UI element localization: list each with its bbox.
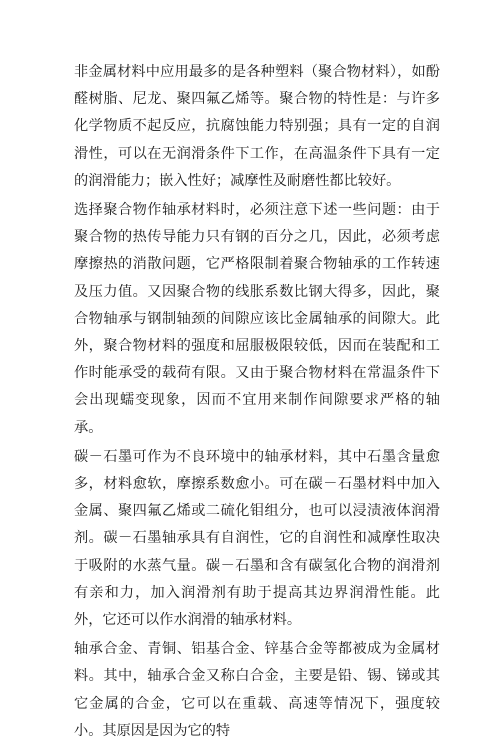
paragraph-metal-alloys: 轴承合金、青铜、铝基合金、锌基合金等都被成为金属材料。其中，轴承合金又称白合金，主要是铅、锡、锑或其它金属的合金，它可以在重载、高速等情况下，强度较小。其原因是因为它的特 bbox=[74, 641, 440, 739]
paragraph-carbon-graphite: 碳－石墨可作为不良环境中的轴承材料，其中石墨含量愈多，材料愈软，摩擦系数愈小。可在碳－石墨材料中加入金属、聚四氟乙烯或二硫化钼组分，也可以浸渍液体润滑剂。碳－石墨轴承具有自润性，它的自润性和减摩性取决于吸附的水蒸气量。碳－石墨和含有碳氢化合物的润滑剂有亲和力，加入润滑剂有助于提高其边界润滑性能。此外，它还可以作水润滑的轴承材料。 bbox=[74, 448, 440, 629]
document-body bbox=[74, 59, 440, 747]
paragraph-nonmetal-plastics: 非金属材料中应用最多的是各种塑料（聚合物材料），如酚醛树脂、尼龙、聚四氟乙烯等。聚合物的特性是：与许多化学物质不起反应，抗腐蚀能力特别强；具有一定的自润滑性，可以在无润滑条件下工作，在高温条件下具有一定的润滑能力；嵌入性好；减摩性及耐磨性都比较好。 bbox=[74, 64, 440, 189]
paragraph-polymer-considerations: 选择聚合物作轴承材料时，必须注意下述一些问题：由于聚合物的热传导能力只有钢的百分之几，因此，必须考虑摩擦热的消散问题，它严格限制着聚合物轴承的工作转速及压力值。又因聚合物的线胀系数比钢大得多，因此，聚合物轴承与钢制轴颈的间隙应该比金属轴承的间隙大。此外，聚合物材料的强度和屈服极限较低，因而在装配和工作时能承受的载荷有限。又由于聚合物材料在常温条件下会出现蠕变现象，因而不宜用来制作间隙要求严格的轴承。 bbox=[74, 202, 440, 436]
